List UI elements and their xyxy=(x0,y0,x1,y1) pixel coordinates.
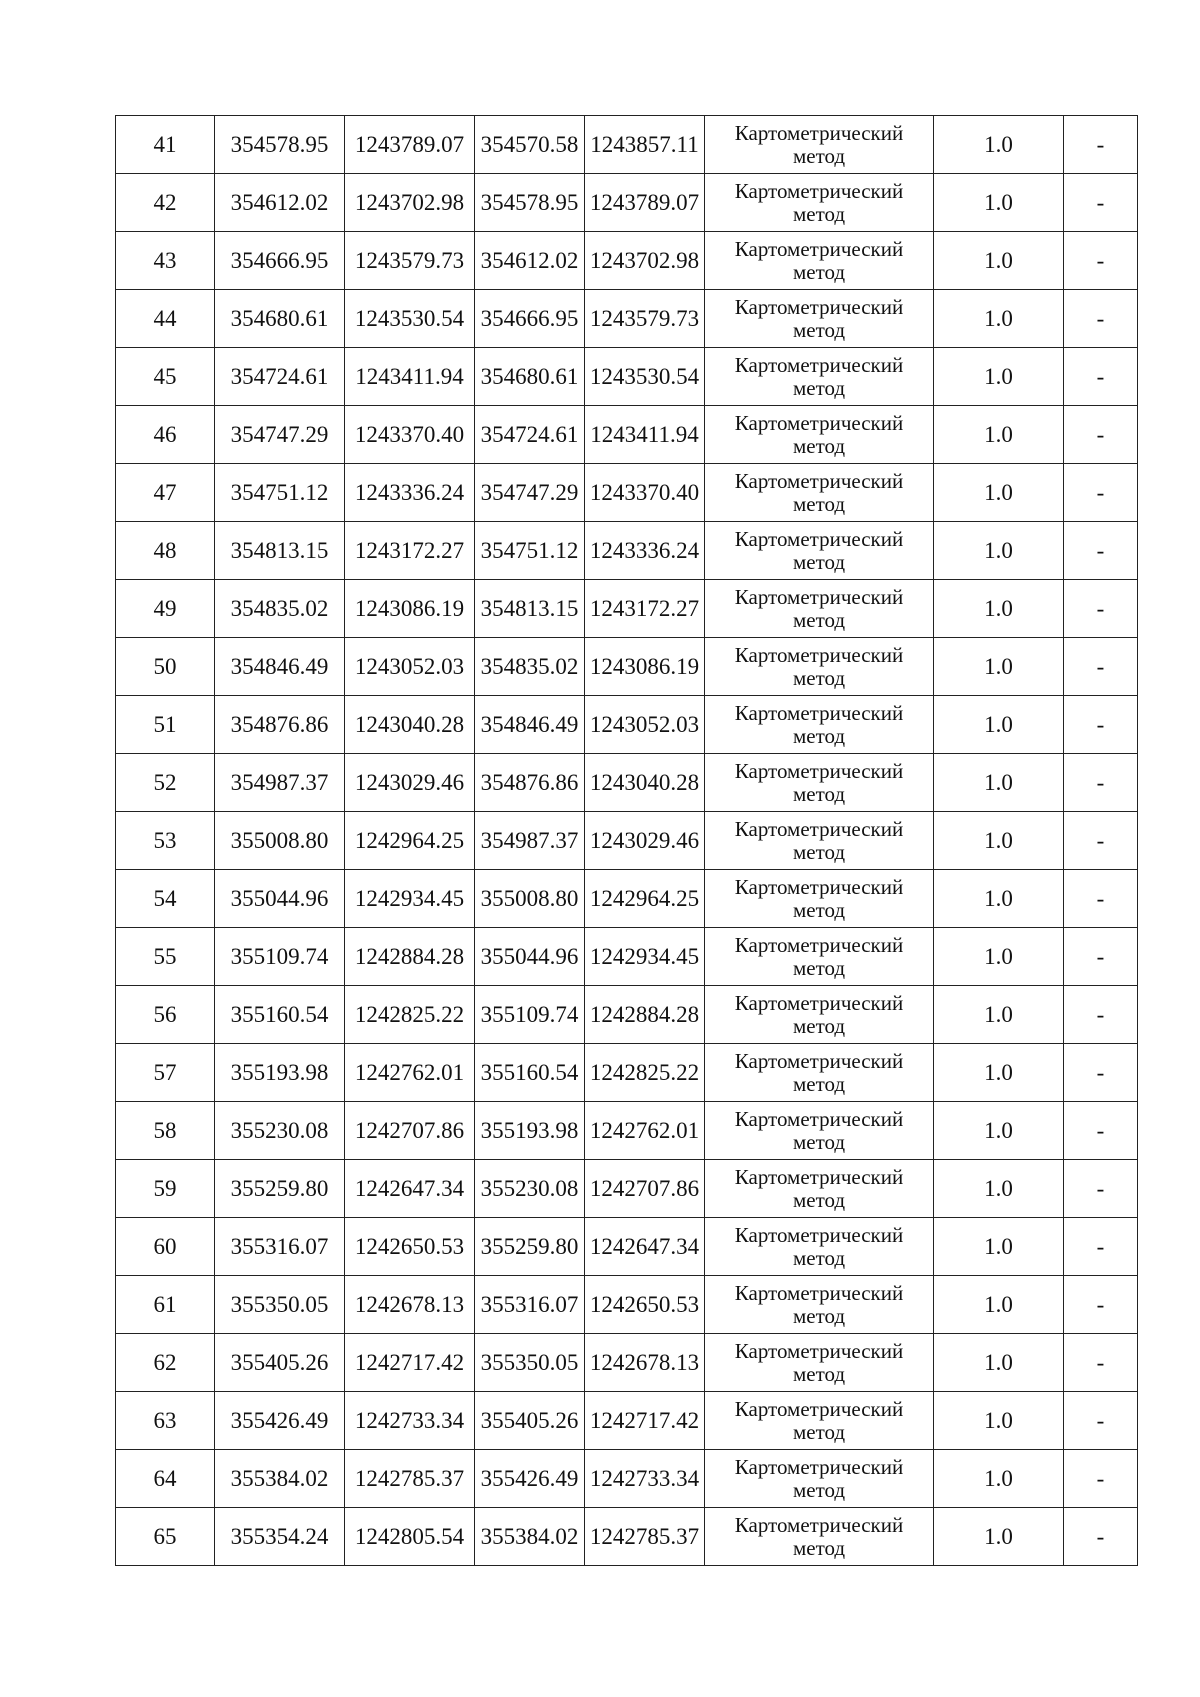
note-cell: - xyxy=(1064,1218,1138,1276)
y-coordinate-cell: 1243579.73 xyxy=(345,232,475,290)
x-coordinate-cell: 354578.95 xyxy=(215,116,345,174)
point-number-cell: 61 xyxy=(116,1276,215,1334)
table-row xyxy=(116,522,1138,580)
note-cell: - xyxy=(1064,638,1138,696)
table-row xyxy=(116,696,1138,754)
y-previous-cell: 1243789.07 xyxy=(585,174,705,232)
method-cell xyxy=(705,1160,934,1218)
point-number-cell: 47 xyxy=(116,464,215,522)
method-text-line: Картометрический xyxy=(734,584,904,609)
table-row xyxy=(116,232,1138,290)
y-previous-cell: 1242707.86 xyxy=(585,1160,705,1218)
precision-cell: 1.0 xyxy=(934,696,1064,754)
method-text-line: Картометрический xyxy=(734,294,904,319)
method-text-line: метод xyxy=(792,781,846,806)
table-row xyxy=(116,1334,1138,1392)
precision-cell: 1.0 xyxy=(934,464,1064,522)
precision-cell: 1.0 xyxy=(934,1334,1064,1392)
x-coordinate-cell: 354987.37 xyxy=(215,754,345,812)
method-text-line: Картометрический xyxy=(734,178,904,203)
y-coordinate-cell: 1242647.34 xyxy=(345,1160,475,1218)
point-number-cell: 49 xyxy=(116,580,215,638)
note-cell: - xyxy=(1064,290,1138,348)
x-coordinate-cell: 354724.61 xyxy=(215,348,345,406)
note-cell: - xyxy=(1064,1160,1138,1218)
precision-cell: 1.0 xyxy=(934,232,1064,290)
x-previous-cell: 355316.07 xyxy=(475,1276,585,1334)
method-text-line: метод xyxy=(792,1477,846,1502)
x-coordinate-cell: 354876.86 xyxy=(215,696,345,754)
method-text-line: Картометрический xyxy=(734,1396,904,1421)
precision-cell: 1.0 xyxy=(934,1450,1064,1508)
x-coordinate-cell: 355350.05 xyxy=(215,1276,345,1334)
y-coordinate-cell: 1242884.28 xyxy=(345,928,475,986)
method-cell xyxy=(705,1044,934,1102)
method-text-line: Картометрический xyxy=(734,642,904,667)
y-coordinate-cell: 1243040.28 xyxy=(345,696,475,754)
method-text-line: метод xyxy=(792,665,846,690)
x-previous-cell: 355160.54 xyxy=(475,1044,585,1102)
method-cell xyxy=(705,580,934,638)
method-text-line: Картометрический xyxy=(734,1106,904,1131)
x-previous-cell: 355405.26 xyxy=(475,1392,585,1450)
point-number-cell: 55 xyxy=(116,928,215,986)
x-coordinate-cell: 355384.02 xyxy=(215,1450,345,1508)
method-cell xyxy=(705,174,934,232)
method-text-line: Картометрический xyxy=(734,1280,904,1305)
x-previous-cell: 354612.02 xyxy=(475,232,585,290)
precision-cell: 1.0 xyxy=(934,1392,1064,1450)
method-text-line: метод xyxy=(792,491,846,516)
method-cell xyxy=(705,464,934,522)
y-previous-cell: 1243029.46 xyxy=(585,812,705,870)
y-coordinate-cell: 1242964.25 xyxy=(345,812,475,870)
x-coordinate-cell: 354751.12 xyxy=(215,464,345,522)
method-cell xyxy=(705,1392,934,1450)
method-text-line: метод xyxy=(792,143,846,168)
method-cell xyxy=(705,290,934,348)
precision-cell: 1.0 xyxy=(934,928,1064,986)
method-text-line: Картометрический xyxy=(734,410,904,435)
x-coordinate-cell: 355160.54 xyxy=(215,986,345,1044)
table-row xyxy=(116,1102,1138,1160)
y-previous-cell: 1243040.28 xyxy=(585,754,705,812)
table-row xyxy=(116,1160,1138,1218)
method-cell xyxy=(705,1218,934,1276)
point-number-cell: 48 xyxy=(116,522,215,580)
table-row xyxy=(116,812,1138,870)
x-previous-cell: 355350.05 xyxy=(475,1334,585,1392)
y-previous-cell: 1243702.98 xyxy=(585,232,705,290)
y-previous-cell: 1243579.73 xyxy=(585,290,705,348)
note-cell: - xyxy=(1064,522,1138,580)
y-previous-cell: 1242678.13 xyxy=(585,1334,705,1392)
method-cell xyxy=(705,522,934,580)
point-number-cell: 42 xyxy=(116,174,215,232)
y-coordinate-cell: 1242934.45 xyxy=(345,870,475,928)
y-previous-cell: 1242717.42 xyxy=(585,1392,705,1450)
y-coordinate-cell: 1243702.98 xyxy=(345,174,475,232)
precision-cell: 1.0 xyxy=(934,1276,1064,1334)
y-previous-cell: 1243530.54 xyxy=(585,348,705,406)
note-cell: - xyxy=(1064,348,1138,406)
y-previous-cell: 1242934.45 xyxy=(585,928,705,986)
y-previous-cell: 1243052.03 xyxy=(585,696,705,754)
x-coordinate-cell: 355008.80 xyxy=(215,812,345,870)
note-cell: - xyxy=(1064,406,1138,464)
note-cell: - xyxy=(1064,1508,1138,1566)
y-coordinate-cell: 1242650.53 xyxy=(345,1218,475,1276)
table-row xyxy=(116,1276,1138,1334)
y-coordinate-cell: 1243052.03 xyxy=(345,638,475,696)
x-coordinate-cell: 354666.95 xyxy=(215,232,345,290)
y-previous-cell: 1243336.24 xyxy=(585,522,705,580)
table-row xyxy=(116,116,1138,174)
y-coordinate-cell: 1242707.86 xyxy=(345,1102,475,1160)
point-number-cell: 45 xyxy=(116,348,215,406)
point-number-cell: 54 xyxy=(116,870,215,928)
y-coordinate-cell: 1243370.40 xyxy=(345,406,475,464)
table-body xyxy=(116,116,1138,1566)
point-number-cell: 56 xyxy=(116,986,215,1044)
precision-cell: 1.0 xyxy=(934,1160,1064,1218)
y-previous-cell: 1242785.37 xyxy=(585,1508,705,1566)
y-coordinate-cell: 1242785.37 xyxy=(345,1450,475,1508)
x-previous-cell: 354578.95 xyxy=(475,174,585,232)
point-number-cell: 62 xyxy=(116,1334,215,1392)
precision-cell: 1.0 xyxy=(934,174,1064,232)
method-text-line: метод xyxy=(792,1419,846,1444)
coordinates-table xyxy=(115,115,1138,1566)
method-cell xyxy=(705,116,934,174)
method-cell xyxy=(705,1102,934,1160)
method-cell xyxy=(705,406,934,464)
x-coordinate-cell: 355259.80 xyxy=(215,1160,345,1218)
note-cell: - xyxy=(1064,1392,1138,1450)
y-previous-cell: 1243370.40 xyxy=(585,464,705,522)
table-row xyxy=(116,754,1138,812)
y-previous-cell: 1242884.28 xyxy=(585,986,705,1044)
x-previous-cell: 355109.74 xyxy=(475,986,585,1044)
precision-cell: 1.0 xyxy=(934,522,1064,580)
x-previous-cell: 354813.15 xyxy=(475,580,585,638)
x-coordinate-cell: 354813.15 xyxy=(215,522,345,580)
method-cell xyxy=(705,754,934,812)
y-previous-cell: 1242647.34 xyxy=(585,1218,705,1276)
x-coordinate-cell: 355193.98 xyxy=(215,1044,345,1102)
x-coordinate-cell: 354612.02 xyxy=(215,174,345,232)
method-cell xyxy=(705,1450,934,1508)
point-number-cell: 57 xyxy=(116,1044,215,1102)
x-previous-cell: 354666.95 xyxy=(475,290,585,348)
method-cell xyxy=(705,696,934,754)
method-text-line: Картометрический xyxy=(734,120,904,145)
method-text-line: метод xyxy=(792,1129,846,1154)
point-number-cell: 51 xyxy=(116,696,215,754)
x-previous-cell: 354747.29 xyxy=(475,464,585,522)
note-cell: - xyxy=(1064,1102,1138,1160)
x-coordinate-cell: 355230.08 xyxy=(215,1102,345,1160)
method-text-line: метод xyxy=(792,1303,846,1328)
method-text-line: Картометрический xyxy=(734,1222,904,1247)
y-coordinate-cell: 1242805.54 xyxy=(345,1508,475,1566)
method-cell xyxy=(705,348,934,406)
note-cell: - xyxy=(1064,754,1138,812)
table-row xyxy=(116,290,1138,348)
method-text-line: метод xyxy=(792,1071,846,1096)
note-cell: - xyxy=(1064,986,1138,1044)
precision-cell: 1.0 xyxy=(934,1508,1064,1566)
table-row xyxy=(116,580,1138,638)
method-text-line: метод xyxy=(792,259,846,284)
method-text-line: метод xyxy=(792,1245,846,1270)
note-cell: - xyxy=(1064,174,1138,232)
note-cell: - xyxy=(1064,580,1138,638)
table-row xyxy=(116,986,1138,1044)
point-number-cell: 44 xyxy=(116,290,215,348)
note-cell: - xyxy=(1064,116,1138,174)
x-previous-cell: 354570.58 xyxy=(475,116,585,174)
precision-cell: 1.0 xyxy=(934,116,1064,174)
point-number-cell: 58 xyxy=(116,1102,215,1160)
table-row xyxy=(116,348,1138,406)
method-cell xyxy=(705,1508,934,1566)
point-number-cell: 43 xyxy=(116,232,215,290)
method-text-line: метод xyxy=(792,897,846,922)
precision-cell: 1.0 xyxy=(934,754,1064,812)
x-previous-cell: 355230.08 xyxy=(475,1160,585,1218)
precision-cell: 1.0 xyxy=(934,580,1064,638)
point-number-cell: 65 xyxy=(116,1508,215,1566)
x-previous-cell: 355044.96 xyxy=(475,928,585,986)
method-cell xyxy=(705,870,934,928)
method-text-line: Картометрический xyxy=(734,1048,904,1073)
x-previous-cell: 355259.80 xyxy=(475,1218,585,1276)
method-text-line: Картометрический xyxy=(734,700,904,725)
precision-cell: 1.0 xyxy=(934,638,1064,696)
y-previous-cell: 1243411.94 xyxy=(585,406,705,464)
y-previous-cell: 1243857.11 xyxy=(585,116,705,174)
y-coordinate-cell: 1243789.07 xyxy=(345,116,475,174)
method-text-line: Картометрический xyxy=(734,874,904,899)
x-previous-cell: 355426.49 xyxy=(475,1450,585,1508)
method-text-line: метод xyxy=(792,723,846,748)
table-row xyxy=(116,464,1138,522)
x-coordinate-cell: 355316.07 xyxy=(215,1218,345,1276)
x-coordinate-cell: 355044.96 xyxy=(215,870,345,928)
x-previous-cell: 355008.80 xyxy=(475,870,585,928)
point-number-cell: 60 xyxy=(116,1218,215,1276)
method-cell xyxy=(705,1334,934,1392)
method-text-line: Картометрический xyxy=(734,526,904,551)
note-cell: - xyxy=(1064,812,1138,870)
y-previous-cell: 1242733.34 xyxy=(585,1450,705,1508)
method-cell xyxy=(705,232,934,290)
method-text-line: метод xyxy=(792,839,846,864)
method-text-line: Картометрический xyxy=(734,1164,904,1189)
table-row xyxy=(116,1508,1138,1566)
note-cell: - xyxy=(1064,1276,1138,1334)
x-coordinate-cell: 355354.24 xyxy=(215,1508,345,1566)
method-text-line: метод xyxy=(792,375,846,400)
table-row xyxy=(116,870,1138,928)
table-row xyxy=(116,174,1138,232)
point-number-cell: 64 xyxy=(116,1450,215,1508)
point-number-cell: 59 xyxy=(116,1160,215,1218)
x-previous-cell: 354846.49 xyxy=(475,696,585,754)
table-row xyxy=(116,1218,1138,1276)
method-text-line: метод xyxy=(792,1187,846,1212)
method-cell xyxy=(705,986,934,1044)
point-number-cell: 46 xyxy=(116,406,215,464)
method-text-line: метод xyxy=(792,1361,846,1386)
point-number-cell: 63 xyxy=(116,1392,215,1450)
note-cell: - xyxy=(1064,928,1138,986)
x-coordinate-cell: 355405.26 xyxy=(215,1334,345,1392)
method-text-line: Картометрический xyxy=(734,758,904,783)
precision-cell: 1.0 xyxy=(934,1102,1064,1160)
y-coordinate-cell: 1243029.46 xyxy=(345,754,475,812)
method-cell xyxy=(705,812,934,870)
x-previous-cell: 354876.86 xyxy=(475,754,585,812)
x-coordinate-cell: 354835.02 xyxy=(215,580,345,638)
note-cell: - xyxy=(1064,1044,1138,1102)
method-text-line: метод xyxy=(792,607,846,632)
note-cell: - xyxy=(1064,1450,1138,1508)
y-coordinate-cell: 1243530.54 xyxy=(345,290,475,348)
table-row xyxy=(116,638,1138,696)
method-text-line: метод xyxy=(792,549,846,574)
table-row xyxy=(116,406,1138,464)
table-row xyxy=(116,1044,1138,1102)
point-number-cell: 41 xyxy=(116,116,215,174)
x-previous-cell: 354724.61 xyxy=(475,406,585,464)
method-text-line: Картометрический xyxy=(734,816,904,841)
table-row xyxy=(116,1450,1138,1508)
y-previous-cell: 1242825.22 xyxy=(585,1044,705,1102)
x-previous-cell: 354835.02 xyxy=(475,638,585,696)
y-coordinate-cell: 1242762.01 xyxy=(345,1044,475,1102)
method-text-line: метод xyxy=(792,201,846,226)
note-cell: - xyxy=(1064,232,1138,290)
note-cell: - xyxy=(1064,696,1138,754)
x-previous-cell: 355384.02 xyxy=(475,1508,585,1566)
table-row xyxy=(116,928,1138,986)
precision-cell: 1.0 xyxy=(934,870,1064,928)
y-coordinate-cell: 1242733.34 xyxy=(345,1392,475,1450)
point-number-cell: 52 xyxy=(116,754,215,812)
note-cell: - xyxy=(1064,870,1138,928)
precision-cell: 1.0 xyxy=(934,812,1064,870)
method-text-line: Картометрический xyxy=(734,932,904,957)
x-previous-cell: 355193.98 xyxy=(475,1102,585,1160)
x-previous-cell: 354751.12 xyxy=(475,522,585,580)
y-previous-cell: 1242650.53 xyxy=(585,1276,705,1334)
x-previous-cell: 354987.37 xyxy=(475,812,585,870)
y-coordinate-cell: 1243411.94 xyxy=(345,348,475,406)
method-cell xyxy=(705,1276,934,1334)
y-coordinate-cell: 1242678.13 xyxy=(345,1276,475,1334)
method-text-line: метод xyxy=(792,1535,846,1560)
method-text-line: Картометрический xyxy=(734,1512,904,1537)
precision-cell: 1.0 xyxy=(934,348,1064,406)
precision-cell: 1.0 xyxy=(934,290,1064,348)
note-cell: - xyxy=(1064,464,1138,522)
x-coordinate-cell: 355109.74 xyxy=(215,928,345,986)
precision-cell: 1.0 xyxy=(934,1218,1064,1276)
x-coordinate-cell: 354680.61 xyxy=(215,290,345,348)
y-previous-cell: 1242964.25 xyxy=(585,870,705,928)
method-text-line: Картометрический xyxy=(734,1454,904,1479)
y-coordinate-cell: 1243336.24 xyxy=(345,464,475,522)
x-previous-cell: 354680.61 xyxy=(475,348,585,406)
table-row xyxy=(116,1392,1138,1450)
method-text-line: Картометрический xyxy=(734,1338,904,1363)
method-text-line: Картометрический xyxy=(734,236,904,261)
method-cell xyxy=(705,928,934,986)
x-coordinate-cell: 355426.49 xyxy=(215,1392,345,1450)
y-coordinate-cell: 1242825.22 xyxy=(345,986,475,1044)
method-text-line: Картометрический xyxy=(734,468,904,493)
note-cell: - xyxy=(1064,1334,1138,1392)
method-text-line: Картометрический xyxy=(734,990,904,1015)
y-previous-cell: 1242762.01 xyxy=(585,1102,705,1160)
method-text-line: метод xyxy=(792,955,846,980)
method-text-line: Картометрический xyxy=(734,352,904,377)
y-coordinate-cell: 1243172.27 xyxy=(345,522,475,580)
method-text-line: метод xyxy=(792,433,846,458)
y-previous-cell: 1243086.19 xyxy=(585,638,705,696)
precision-cell: 1.0 xyxy=(934,1044,1064,1102)
x-coordinate-cell: 354846.49 xyxy=(215,638,345,696)
method-text-line: метод xyxy=(792,1013,846,1038)
y-previous-cell: 1243172.27 xyxy=(585,580,705,638)
precision-cell: 1.0 xyxy=(934,406,1064,464)
precision-cell: 1.0 xyxy=(934,986,1064,1044)
point-number-cell: 50 xyxy=(116,638,215,696)
point-number-cell: 53 xyxy=(116,812,215,870)
method-cell xyxy=(705,638,934,696)
y-coordinate-cell: 1242717.42 xyxy=(345,1334,475,1392)
method-text-line: метод xyxy=(792,317,846,342)
y-coordinate-cell: 1243086.19 xyxy=(345,580,475,638)
x-coordinate-cell: 354747.29 xyxy=(215,406,345,464)
